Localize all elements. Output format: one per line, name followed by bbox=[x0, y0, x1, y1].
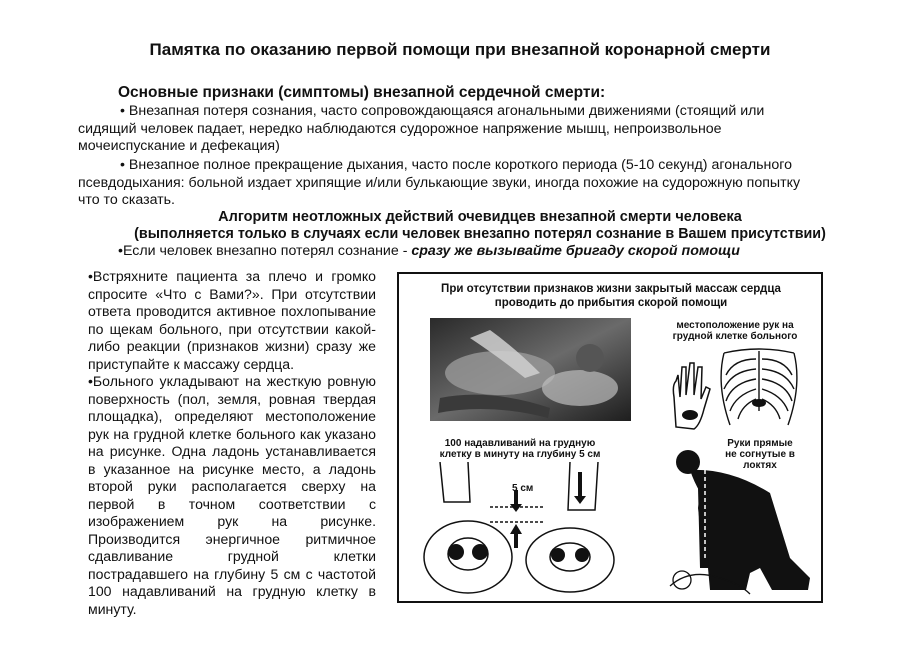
call-ambulance-emphasis: сразу же вызывайте бригаду скорой помощи bbox=[411, 243, 740, 259]
hands-position-label: местоположение рук на грудной клетке больного bbox=[672, 320, 798, 342]
step-check-response: •Встряхните пациента за плечо и громко спросите «Что с Вами?». При отсутствии ответа проводится активное похлопывание по щекам больного, при отсутствии какой-либо реакции (признаков жизни) сразу же приступайте к массажу сердца. bbox=[88, 268, 376, 372]
ribcage-icon bbox=[721, 349, 797, 425]
step-chest-compressions: •Больного укладывают на жесткую ровную поверхность (пол, земля, ровная твердая площадка), определяют местоположение рук на грудной клетке больного как указано на рисунке. Одна ладонь устанавливается в указанное на рисунке место, а ладонь второй руки располагается сверху на первой в точном соответствии с изображением рук на рисунке. Производится энергичное ритмичное сдавливание грудной клетки пострадавшего на глубину 5 см с частотой 100 надавливаний на грудную клетку в минуту. bbox=[88, 373, 376, 617]
hand-and-ribcage-diagram bbox=[664, 345, 814, 437]
sign-item-breathing: • Внезапное полное прекращение дыхания, часто после короткого периода (5-10 секунд) агонального псевдодыхания: больной издает хрипящие и/или булькающие звуки, иногда похожие на судорожную попытку что то сказать. bbox=[78, 157, 801, 209]
signs-heading: Основные признаки (симптомы) внезапной сердечной смерти: bbox=[118, 84, 606, 101]
compressions-label: 100 надавливаний на грудную клетку в минуту на глубину 5 см bbox=[439, 438, 601, 460]
call-ambulance-prefix: •Если человек внезапно потерял сознание - bbox=[118, 243, 412, 259]
call-ambulance-line bbox=[118, 243, 740, 259]
page-title: Памятка по оказанию первой помощи при внезапной коронарной смерти bbox=[149, 40, 771, 59]
straight-arms-label: Руки прямые не согнутые в локтях bbox=[725, 438, 795, 471]
cpr-photo bbox=[430, 318, 631, 421]
depth-label: 5 см bbox=[512, 483, 534, 494]
steps-column bbox=[88, 268, 376, 618]
sign-item-consciousness: • Внезапная потеря сознания, часто сопровождающаяся агональными движениями (стоящий или сидящий человек падает, нередко наблюдаются судорожное напряжение мышц, непроизвольное мочеиспускание и дефекация) bbox=[78, 103, 765, 155]
algorithm-subtitle: (выполняется только в случаях если человек внезапно потерял сознание в Вашем присутствии) bbox=[134, 226, 826, 242]
panel-caption: При отсутствии признаков жизни закрытый массаж сердца проводить до прибытия скорой помощи bbox=[441, 283, 781, 309]
algorithm-title: Алгоритм неотложных действий очевидцев внезапной смерти человека bbox=[218, 209, 742, 225]
rescuer-silhouette-icon bbox=[660, 448, 820, 598]
